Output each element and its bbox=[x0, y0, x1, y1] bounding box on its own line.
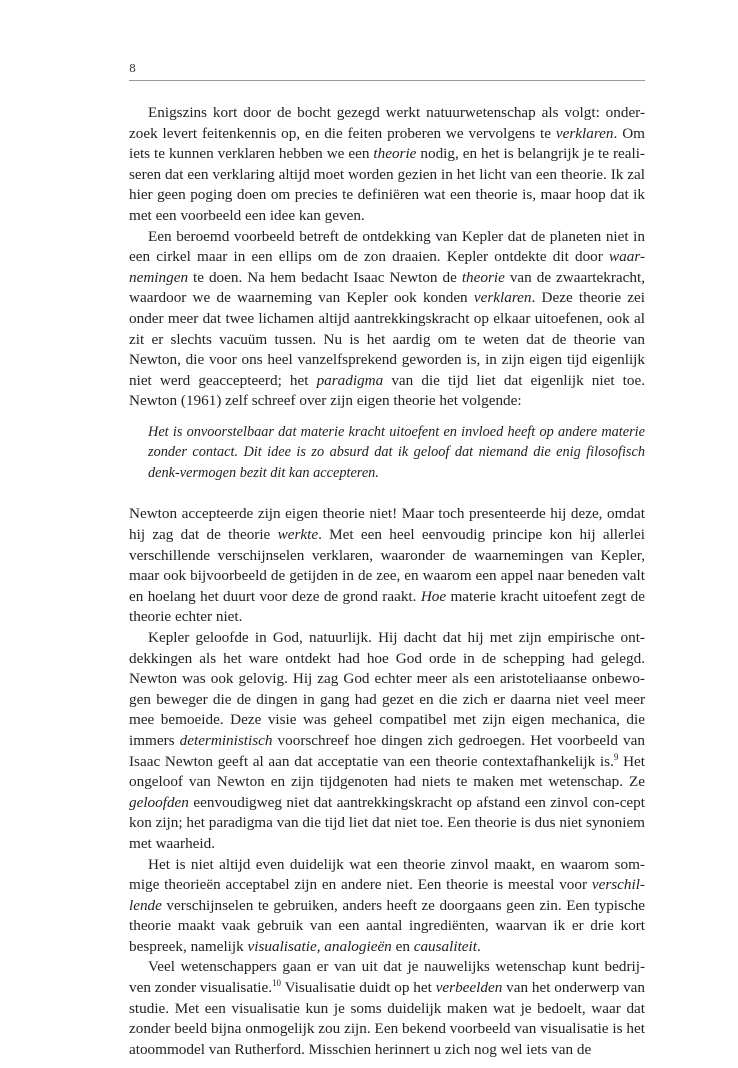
footnote-ref[interactable]: 10 bbox=[272, 978, 282, 988]
header-rule bbox=[129, 80, 645, 81]
paragraph-4: Kepler geloofde in God, natuurlijk. Hij dacht dat hij met zijn empirische ont-dekkingen als het ware ontdekt had hoe God orde in de schepping had gelegd. Newton was ook gelovig. Hij zag God echter meer als een aristoteliaanse onbewo-gen beweger die de dingen in gang had gezet en die zich er daarna niet veel meer mee bemoeide. Deze visie was geheel compatibel met zijn eigen mechanica, die immers deterministisch voorschreef hoe dingen zich gedroegen. Het voorbeeld van Isaac Newton geeft al aan dat acceptatie van een theorie contextafhankelijk is.$^9$ Het ongeloof van Newton en zijn tijdgenoten had niets te maken met wetenschap. Ze geloofden eenvoudigweg niet dat aantrekkingskracht op afstand een zinvol con-cept kon zijn; het paradigma van die tijd liet dat niet toe. Een theorie is dus niet synoniem met waarheid. bbox=[129, 628, 645, 852]
page-number: 8 bbox=[129, 62, 136, 75]
block-quote: Het is onvoorstelbaar dat materie kracht uitoefent en invloed heeft op andere materie zonder contact. Dit idee is zo absurd dat ik geloof dat niemand die enig filosofisch denk-vermogen bezit dit kan accepteren. bbox=[148, 423, 645, 481]
footnote-ref[interactable]: 9 bbox=[613, 751, 619, 762]
paragraph-2: Een beroemd voorbeeld betreft de ontdekking van Kepler dat de planeten niet in een cirkel maar in een ellips om de zon draaien. Kepler ontdekte dit door waar-nemingen te doen. Na hem bedacht Isaac Newton de theorie van de zwaartekracht, waardoor we de waarneming van Kepler ook konden verklaren. Deze theorie zei onder meer dat twee lichamen altijd aantrekkingskracht op elkaar uitoefenen, ook al zit er slechts vacuüm tussen. Nu is het aardig om te weten dat de theorie van Newton, die voor ons heel vanzelfsprekend geworden is, in zijn eigen tijd eigenlijk niet werd geaccepteerd; het paradigma van die tijd liet dat eigenlijk niet toe. Newton (1961) zelf schreef over zijn eigen theorie het volgende: bbox=[129, 227, 645, 410]
body-text bbox=[129, 103, 645, 1060]
paragraph-1: Enigszins kort door de bocht gezegd werkt natuurwetenschap als volgt: onder-zoek levert feitenkennis op, en die feiten proberen we vervolgens te verklaren. Om iets te kunnen verklaren hebben we een theorie nodig, en het is belangrijk je te reali-seren dat een verklaring altijd moet worden gezien in het licht van een theorie. Ik zal hier geen poging doen om precies te definiëren wat een theorie is, maar hoop dat ik met een voorbeeld een idee kan geven. bbox=[129, 104, 645, 224]
spacer bbox=[129, 412, 645, 422]
paragraph-5: Het is niet altijd even duidelijk wat een theorie zinvol maakt, en waarom som-mige theorieën acceptabel zijn en andere niet. Een theorie is meestal voor verschil-lende verschijnselen te gebruiken, anders heeft ze doorgaans geen zin. Een typische theorie maakt vaak gebruik van een aantal ingrediënten, waarvan ik er drie kort bespreek, namelijk visualisatie, analogieën en causaliteit. bbox=[129, 855, 645, 955]
paragraph-3: Newton accepteerde zijn eigen theorie niet! Maar toch presenteerde hij deze, omdat hij zag dat de theorie werkte. Met een heel eenvoudig principe kon hij allerlei verschillende verschijnselen verklaren, waaronder de waarnemingen van Kepler, maar ook bijvoorbeeld de getijden in de zee, en waarom een appel naar beneden valt en hoelang het duurt voor deze de grond raakt. Hoe materie kracht uitoefent zegt de theorie echter niet. bbox=[129, 505, 645, 626]
paragraph-6: Veel wetenschappers gaan er van uit dat je nauwelijks wetenschap kunt bedrij-ven zonder visualisatie.$^{10}$ Visualisatie duidt op het verbeelden van het onderwerp van studie. Met een visualisatie kun je soms duidelijk maken wat je bedoelt, waar dat zonder beeld bijna onmogelijk zou zijn. Een bekend voorbeeld van visualisatie is het atoommodel van Rutherford. Misschien herinnert u zich nog wel iets van de bbox=[129, 958, 645, 1058]
spacer bbox=[129, 483, 645, 504]
